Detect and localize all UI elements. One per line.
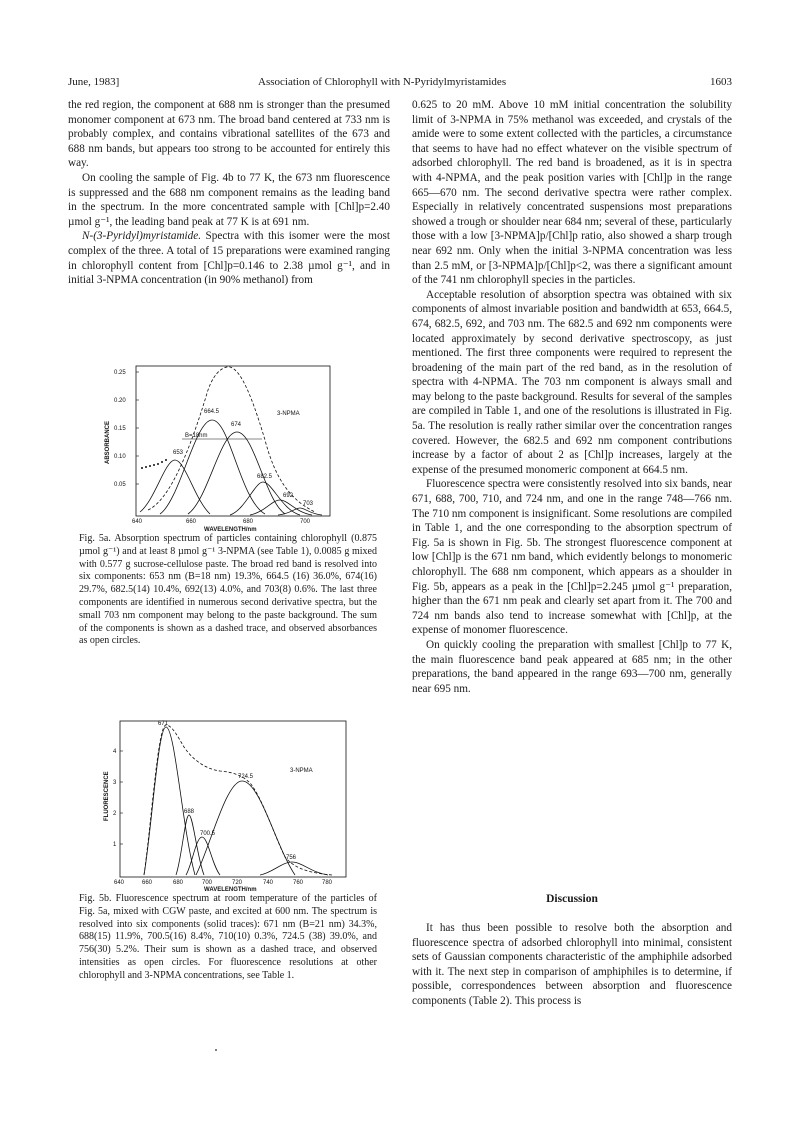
fig5b-peak-label: 724.5 [238,774,254,780]
fig5a-bandwidth-label: B=18nm [185,433,208,439]
fig5a-xtick: 680 [243,519,254,525]
fig5b-ytick: 3 [113,780,117,786]
right-column [412,98,732,696]
discussion-text [412,921,732,1009]
fig5a-component-664 [160,420,265,514]
paragraph-text: Spectra with this isomer were the most complex of the three. A total of 15 preparations were examined ranging in chlorophyll content from [Chl]p=0.146 to 2.38 µmol g⁻¹, and in initial 3-NPMA concentration (in 90% methanol) from [68,230,390,287]
paragraph: Fluorescence spectra were consistently resolved into six bands, near 671, 688, 700, 710, and 724 nm, and one in the range 748—766 nm. The 710 nm component is insignificant. Some resolutions are compiled in Table 1, and the one corresponding to the absorption spectrum of Fig. 5a is shown in Fig. 5b. The strongest fluorescence component at low [Chl]p is the 671 nm band, which evidently belongs to monomeric chlorophyll. The 688 nm component, which appears as a shoulder in Fig. 5b, appears as a peak in the [Chl]p=2.245 µmol g⁻¹ preparation, higher than the 671 nm peak and clearly set apart from it. The 700 and 724 nm bands also tend to increase somewhat with [Chl]p, at the expense of monomer fluorescence. [412,478,732,637]
fig5b-xtick: 700 [202,880,213,886]
fig5a-component-703 [278,508,322,515]
paragraph: Acceptable resolution of absorption spectra was obtained with six components of almost invariable position and bandwidth at 653, 664.5, 674, 682.5, 692, and 703 nm. The 682.5 and 692 nm components were located approximately by second derivative spectroscopy, as just mentioned. The first three components were required to represent the broadening of the main part of the red band, as in the resolution of spectra with 4-NPMA. The 703 nm component is always small and may belong to the paste background. Results for several of the samples are compiled in Table 1, and one of the resolutions is illustrated in Fig. 5a. The resolution is really rather similar over the concentration ranges covered. However, the 682.5 and 692 nm component contributions increase by a factor of about 2 as [Chl]p increases, largely at the expense of the presumed monomeric component at 664.5 nm. [412,288,732,476]
fig5a-peak-label: 703 [303,501,314,507]
figure-5a-caption [79,533,377,648]
fig5b-peak-label: 756 [286,855,297,861]
fig5b-peak-label: 700.5 [200,831,216,837]
fig5b-sample-label: 3-NPMA [290,768,313,774]
caption-label: Fig. 5b. [79,893,112,904]
print-speck [215,1049,217,1051]
fig5a-peak-label: 682.5 [257,474,273,480]
fig5b-xtick: 740 [263,880,274,886]
paragraph: the red region, the component at 688 nm is stronger than the presumed monomer component at 673 nm. The broad band centered at 733 nm is probably complex, and contains vibrational satellites of the 673 and 688 nm bands, but appears too strong to be accounted for entirely this way. [68,99,390,170]
caption-text: Absorption spectrum of particles containing chlorophyll (0.875 µmol g⁻¹) and at least 8 µmol g⁻¹ 3-NPMA (see Table 1), 0.0085 g mixed with 0.577 g sucrose-cellulose paste. The broad red band is resolved into six components: 653 nm (B=18 nm) 19.3%, 664.5 (16) 36.0%, 674(16) 29.7%, 682.5(14) 10.4%, 692(13) 4.0%, and 703(8) 0.6%. The last three components are identified in numerous second derivative spectra, but the small 703 nm component may belong to the paste background. The sum of the components is shown as a dashed trace, and observed absorbances as open circles. [79,533,377,647]
fig5b-peak-label: 671 [158,721,169,727]
fig5a-sum-trace [148,367,315,512]
fig5b-y-ticks [113,749,123,848]
fig5a-ytick: 0.25 [114,370,126,376]
fig5a-sample-label: 3-NPMA [277,411,300,417]
fig5b-ytick: 4 [113,749,117,755]
fig5a-xtick: 700 [300,519,311,525]
fig5a-peak-label: 692 [283,493,294,499]
fig5a-x-axis-label: WAVELENGTH/nm [204,527,257,532]
left-column [68,98,390,288]
fig5b-y-axis-label: FLUORESCENCE [104,771,110,821]
fig5b-xtick: 660 [142,880,153,886]
figure-5b-caption [79,893,377,983]
fig5a-peak-label: 653 [173,450,184,456]
fig5a-x-ticks [132,519,311,525]
paragraph [68,229,390,287]
page-number: 1603 [710,76,732,88]
paragraph: On cooling the sample of Fig. 4b to 77 K, the 673 nm fluorescence is suppressed and the 688 nm component remains as the leading band in the spectrum. In the more concentrated sample with [Chl]p=2.40 µmol g⁻¹, the leading band peak at 77 K is at 691 nm. [68,171,390,228]
fig5a-component-674 [188,432,285,514]
fig5a-peak-label: 674 [231,422,242,428]
fig5b-xtick: 680 [173,880,184,886]
fig5a-y-ticks [114,370,139,488]
fig5a-ytick: 0.10 [114,454,126,460]
fig5a-y-axis-label: ABSORBANCE [105,420,111,464]
fig5a-component-653 [140,460,210,514]
fig5b-peak-label: 688 [184,809,195,815]
fig5a-peak-label: 664.5 [204,409,220,415]
fig5a-ytick: 0.20 [114,398,126,404]
fig5a-ytick: 0.15 [114,426,126,432]
paragraph: It has thus been possible to resolve both the absorption and fluorescence spectra of adsorbed chlorophyll into minimal, consistent sets of Gaussian components characteristic of the amphiphile adsorbed with it. The next step in comparison of amphiphiles is to determine, if possible, correspondences between absorption and fluorescence components (Table 2). This process is [412,922,732,1007]
paragraph: On quickly cooling the preparation with smallest [Chl]p to 77 K, the main fluorescence band peak appeared at 685 nm; in the other preparations, the band appeared in the range 693—700 nm, generally near 695 nm. [412,638,732,695]
fig5b-component-671 [144,727,195,875]
fig5b-ytick: 2 [113,811,117,817]
fig5b-ytick: 1 [113,842,117,848]
caption-label: Fig. 5a. [79,533,111,544]
running-header-date: June, 1983] [68,76,120,88]
figure-5b-fluorescence-spectrum [100,717,352,893]
fig5a-xtick: 640 [132,519,143,525]
paragraph: 0.625 to 20 mM. Above 10 mM initial concentration the solubility limit of 3-NPMA in 75% methanol was exceeded, and crystals of the amide were to some extent collected with the particles, a circumstance that seems to have had no effect whatever on the visible spectrum of adsorbed chlorophyll. The red band is broadened, as it is in spectra with 4-NPMA, and the peak position varies with [Chl]p in the range 665—670 nm. The second derivative spectra were rather complex. Especially in relatively concentrated suspensions most preparations showed a trough or shoulder near 684 nm; several of these, particularly those with a low [3-NPMA]p/[Chl]p ratio, also showed a sharp trough near 692 nm. Only when the initial 3-NPMA concentration was less than 2.5 mM, or [3-NPMA]p/[Chl]p<2, was there a significant amount of the 741 nm chlorophyll species in the particles. [412,99,732,287]
fig5a-xtick: 660 [186,519,197,525]
fig5b-xtick: 720 [232,880,243,886]
fig5b-xtick: 760 [293,880,304,886]
fig5b-xtick: 780 [322,880,333,886]
fig5b-x-ticks [114,880,333,886]
fig5b-xtick: 640 [114,880,125,886]
running-header-title: Association of Chlorophyll with N-Pyridylmyristamides [258,76,507,88]
section-heading-discussion: Discussion [546,893,598,905]
fig5a-ytick: 0.05 [114,482,126,488]
fig5b-x-axis-label: WAVELENGTH/nm [204,887,257,893]
fig5b-component-724 [196,781,295,875]
section-run-in-title: N-(3-Pyridyl)myristamide. [82,230,201,243]
figure-5a-absorption-spectrum [100,360,336,532]
fig5b-sum-trace [144,725,332,875]
fig5a-observed-points [141,459,167,469]
caption-text: Fluorescence spectrum at room temperature of the particles of Fig. 5a, mixed with CGW paste, and excited at 600 nm. The spectrum is resolved into six components (solid traces): 671 nm (B=21 nm) 34.3%, 688(15) 11.9%, 700.5(16) 8.4%, 710(10) 0.3%, 724.5 (38) 39.0%, and 756(30) 5.2%. Their sum is shown as a dashed trace, and observed intensities as open circles. For fluorescence resolutions at other chlorophyll and 3-NPMA concentrations, see Table 1. [79,893,378,981]
